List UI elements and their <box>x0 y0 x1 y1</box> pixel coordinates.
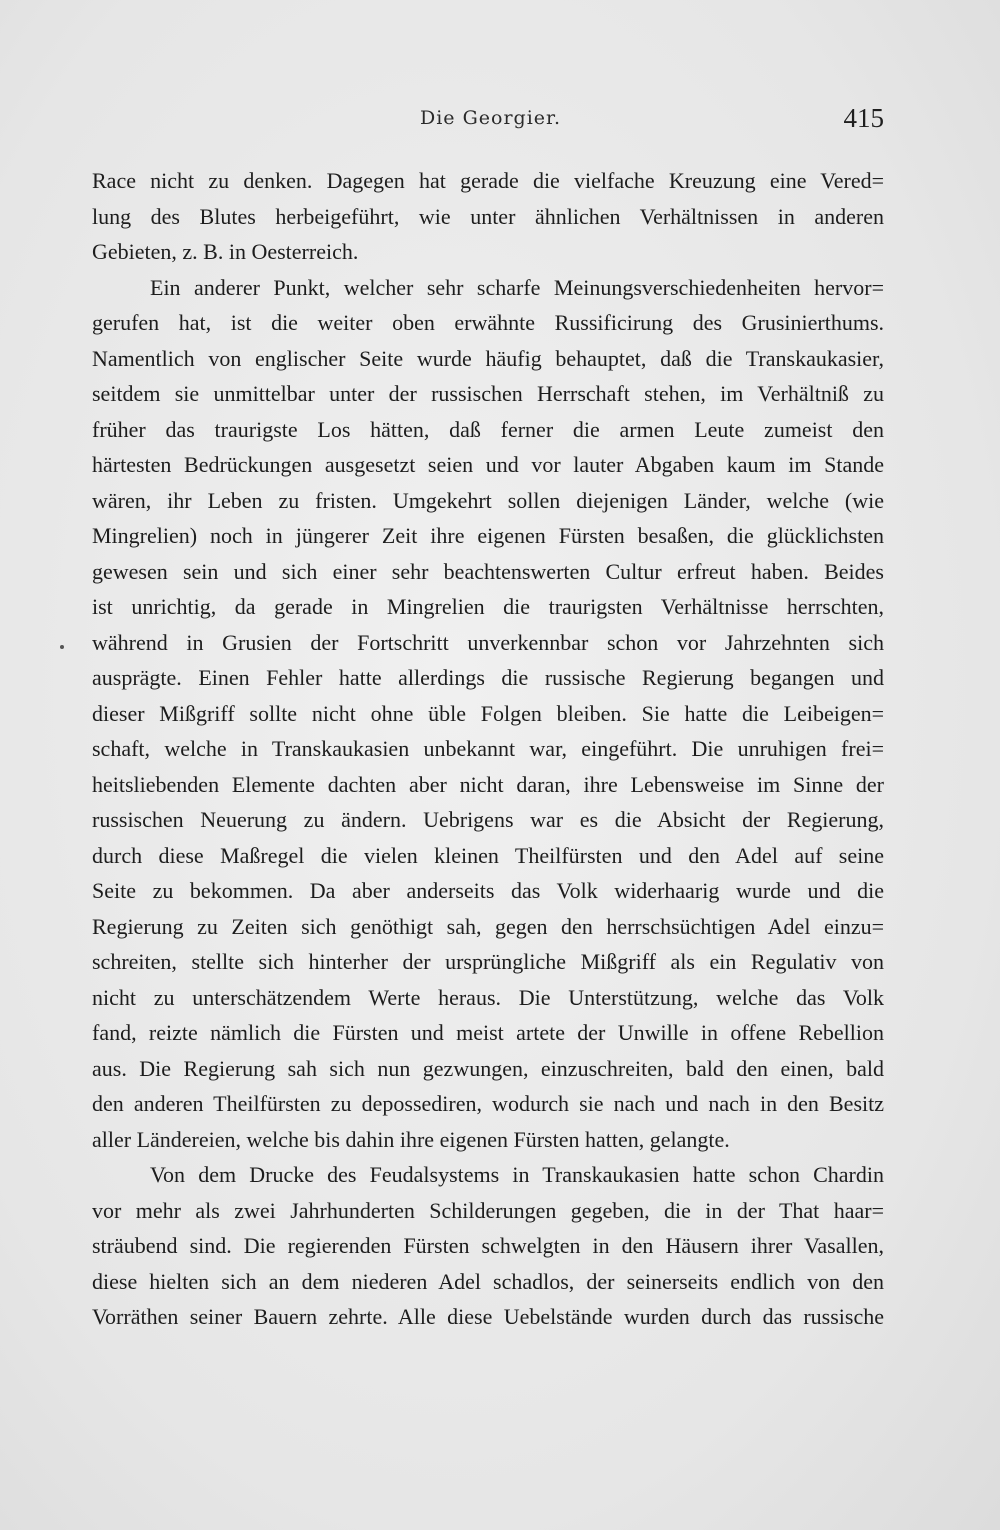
text-line: Namentlich von englischer Seite wurde häufig behauptet, daß die Transkaukasier, <box>92 345 884 371</box>
text-line: Seite zu bekommen. Da aber anderseits das Volk widerhaarig wurde und die <box>92 878 884 903</box>
text-line: Mingrelien) noch in jüngerer Zeit ihre eigenen Fürsten besaßen, die glücklichsten <box>92 523 884 548</box>
text-line: ist unrichtig, da gerade in Mingrelien die traurigsten Verhältnisse herrschten, <box>92 594 884 619</box>
text-line: Vorräthen seiner Bauern zehrte. Alle diese Uebelstände wurden durch das russische <box>92 1304 884 1329</box>
running-head <box>0 103 1000 143</box>
text-line: dieser Mißgriff sollte nicht ohne üble Folgen bleiben. Sie hatte die Leibeigen= <box>92 700 884 726</box>
text-line: Ein anderer Punkt, welcher sehr scharfe Meinungsverschiedenheiten hervor= <box>150 274 884 300</box>
body-text <box>92 163 884 1335</box>
text-line: gewesen sein und sich einer sehr beachtenswerten Cultur erfreut haben. Beides <box>92 558 884 584</box>
text-line: lung des Blutes herbeigeführt, wie unter ähnlichen Verhältnissen in anderen <box>92 203 884 229</box>
text-line: schreiten, stellte sich hinterher der ursprüngliche Mißgriff als ein Regulativ von <box>92 949 884 974</box>
text-line: früher das traurigste Los hätten, daß ferner die armen Leute zumeist den <box>92 416 884 442</box>
text-line: Von dem Drucke des Feudalsystems in Transkaukasien hatte schon Chardin <box>150 1162 884 1187</box>
running-title: Die Georgier. <box>420 107 562 129</box>
text-line: härtesten Bedrückungen ausgesetzt seien und vor lauter Abgaben kaum im Stande <box>92 452 884 477</box>
text-line: Gebieten, z. B. in Oesterreich. <box>92 239 359 264</box>
text-line: heitsliebenden Elemente dachten aber nicht daran, ihre Lebensweise im Sinne der <box>92 771 884 797</box>
text-line: durch diese Maßregel die vielen kleinen Theilfürsten und den Adel auf seine <box>92 842 884 868</box>
ink-speck <box>60 645 64 649</box>
text-line: aller Ländereien, welche bis dahin ihre eigenen Fürsten hatten, gelangte. <box>92 1126 730 1152</box>
text-line: sträubend sind. Die regierenden Fürsten schwelgten in den Häusern ihrer Vasallen, <box>92 1233 884 1258</box>
text-line: schaft, welche in Transkaukasien unbekannt war, eingeführt. Die unruhigen frei= <box>92 736 884 761</box>
text-line: den anderen Theilfürsten zu depossediren, wodurch sie nach und nach in den Besitz <box>92 1091 884 1116</box>
text-line: diese hielten sich an dem niederen Adel schadlos, der seinerseits endlich von den <box>92 1268 884 1294</box>
text-line: vor mehr als zwei Jahrhunderten Schilderungen gegeben, die in der That haar= <box>92 1197 884 1223</box>
text-line: Regierung zu Zeiten sich genöthigt sah, gegen den herrschsüchtigen Adel einzu= <box>92 913 884 939</box>
text-line: Race nicht zu denken. Dagegen hat gerade die vielfache Kreuzung eine Vered= <box>92 168 884 193</box>
text-line: wären, ihr Leben zu fristen. Umgekehrt sollen diejenigen Länder, welche (wie <box>92 487 884 513</box>
text-line: während in Grusien der Fortschritt unverkennbar schon vor Jahrzehnten sich <box>92 629 884 655</box>
text-line: russischen Neuerung zu ändern. Uebrigens war es die Absicht der Regierung, <box>92 807 884 832</box>
text-line: fand, reizte nämlich die Fürsten und meist artete der Unwille in offene Rebellion <box>92 1020 884 1045</box>
text-line: gerufen hat, ist die weiter oben erwähnte Russificirung des Grusinierthums. <box>92 310 884 335</box>
text-line: aus. Die Regierung sah sich nun gezwungen, einzuschreiten, bald den einen, bald <box>92 1055 884 1081</box>
text-line: seitdem sie unmittelbar unter der russischen Herrschaft stehen, im Verhältniß zu <box>92 381 884 406</box>
text-line: ausprägte. Einen Fehler hatte allerdings die russische Regierung begangen und <box>92 665 884 690</box>
text-line: nicht zu unterschätzendem Werte heraus. Die Unterstützung, welche das Volk <box>92 984 884 1010</box>
page-number: 415 <box>843 103 884 133</box>
